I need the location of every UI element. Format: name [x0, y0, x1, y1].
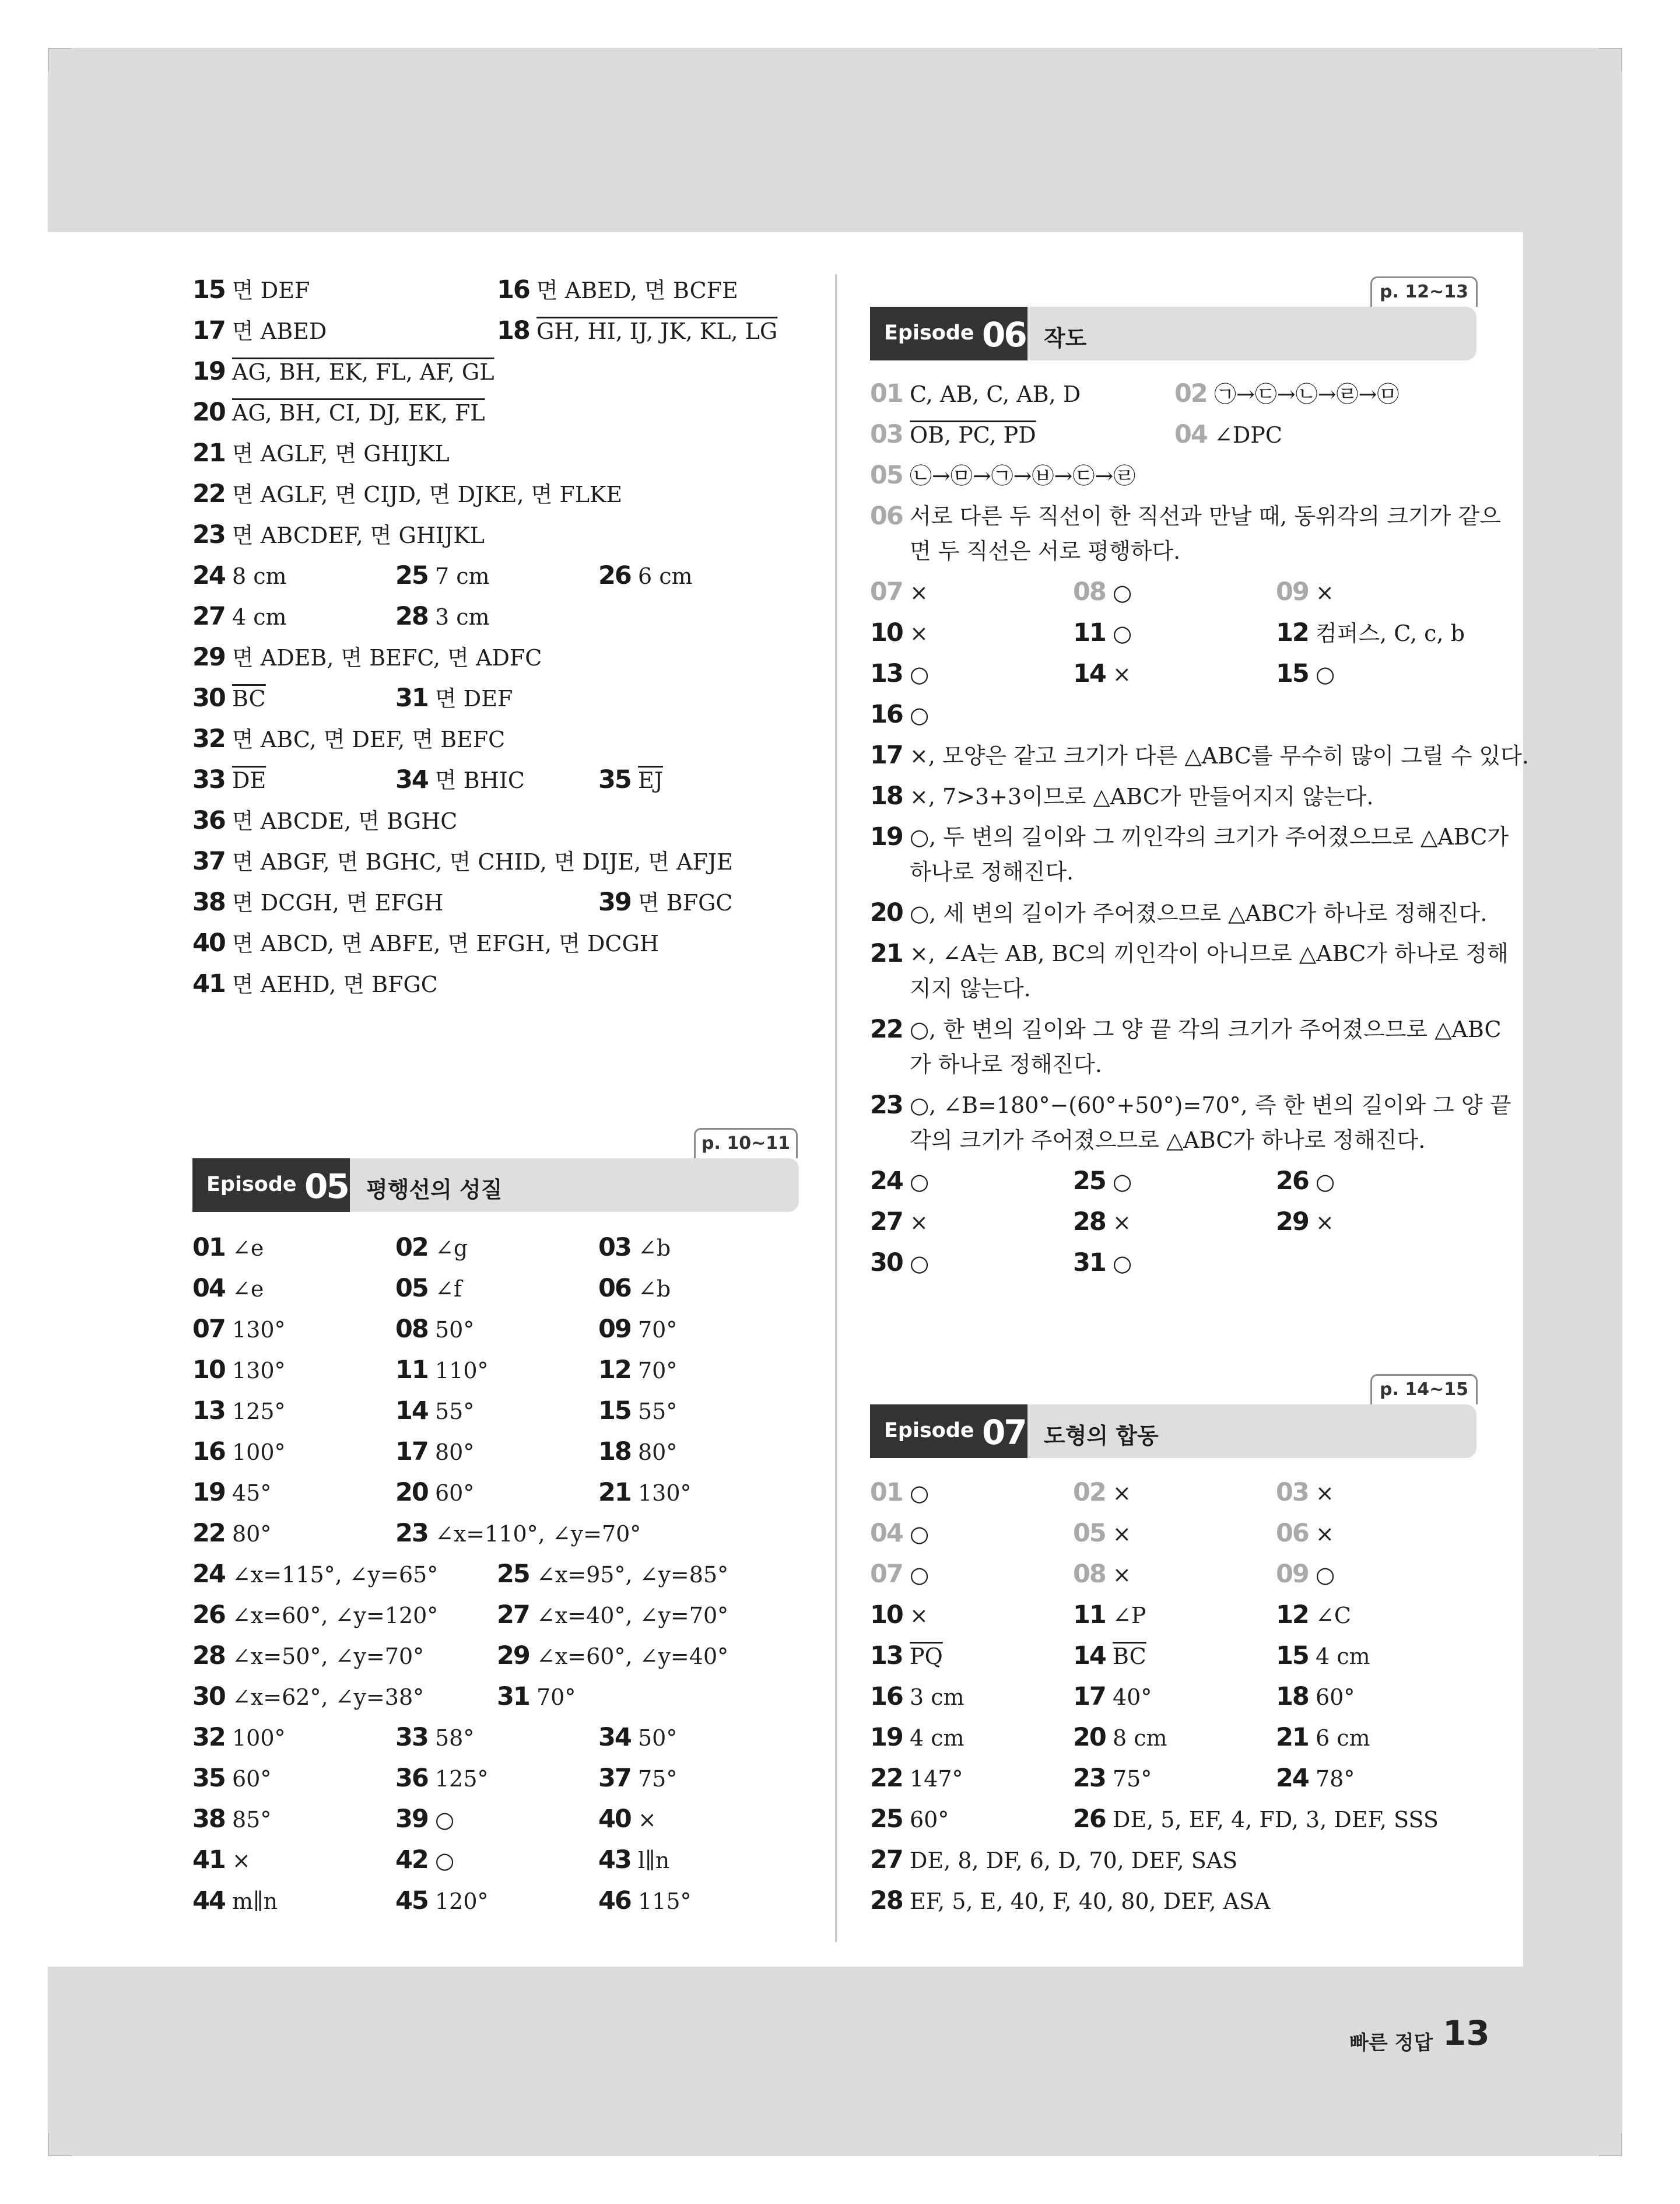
answer-item: 17 80°: [395, 1437, 475, 1466]
answer-item: 40 ×: [598, 1804, 657, 1834]
answer-item: 22 면 AGLF, 면 CIJD, 면 DJKE, 면 FLKE: [192, 479, 623, 509]
bottom-gray-band: [48, 1967, 1622, 2156]
answer-item: 28 ∠x=50°, ∠y=70°: [192, 1641, 425, 1670]
answer-item: 08 50°: [395, 1315, 475, 1344]
crop-mark: [1599, 48, 1622, 49]
episode-title: 도형의 합동: [1044, 1423, 1159, 1449]
answer-item: 10 ×: [870, 1600, 928, 1630]
answer-item: 01 ○: [870, 1478, 930, 1507]
answer-item: 24 ○: [870, 1166, 930, 1196]
crop-mark: [1621, 2133, 1622, 2156]
answer-item: 19 4 cm: [870, 1723, 964, 1752]
answer-item: 46 115°: [598, 1886, 692, 1915]
answer-item: 37 75°: [598, 1764, 678, 1793]
answer-item: 28 EF, 5, E, 40, F, 40, 80, DEF, ASA: [870, 1886, 1271, 1915]
episode-05-header: [192, 1158, 799, 1212]
answer-item: 13 ○: [870, 659, 930, 688]
page-range-tag: p. 10~11: [694, 1128, 798, 1158]
episode-badge: Episode 05: [192, 1158, 350, 1212]
answer-item: 40 면 ABCD, 면 ABFE, 면 EFGH, 면 DCGH: [192, 928, 659, 958]
answer-item: 10 ×: [870, 618, 928, 647]
answer-item: 31 면 DEF: [395, 684, 513, 713]
answer-item: 26 ○: [1276, 1166, 1335, 1196]
answer-item: 05 ×: [1073, 1519, 1131, 1548]
answer-item: 26 ∠x=60°, ∠y=120°: [192, 1600, 439, 1630]
page-range-tag: p. 14~15: [1370, 1374, 1478, 1404]
answer-item: 15 4 cm: [1276, 1641, 1370, 1670]
answer-item: 33 $\overline{DE}$: [192, 765, 266, 794]
answer-item: 09 ×: [1276, 577, 1334, 607]
page-number: 13: [1443, 2013, 1490, 2053]
answer-item: 34 50°: [598, 1723, 678, 1752]
answer-item: 28 3 cm: [395, 602, 490, 631]
answer-item: 04 ∠e: [192, 1274, 264, 1303]
answer-item: 17 40°: [1073, 1682, 1152, 1711]
answer-item: 09 ○: [1276, 1560, 1335, 1589]
answer-item: 05 ∠f: [395, 1274, 462, 1303]
episode-title: 평행선의 성질: [366, 1177, 503, 1203]
answer-paragraph: 22 ○, 한 변의 길이와 그 양 끝 각의 크기가 주어졌으므로 △ABC가 하나로 정해진다.: [870, 1015, 1502, 1077]
answer-item: 24 78°: [1276, 1764, 1355, 1793]
answer-item: 25 ∠x=95°, ∠y=85°: [497, 1560, 729, 1589]
answer-item: 12 컴퍼스, C, c, b: [1276, 618, 1465, 647]
answer-item: 34 면 BHIC: [395, 765, 525, 794]
answer-item: 17 면 ABED: [192, 316, 327, 345]
answer-item: 19 45°: [192, 1478, 272, 1507]
answer-item: 32 100°: [192, 1723, 286, 1752]
answer-item: 36 면 ABCDE, 면 BGHC: [192, 806, 458, 835]
episode-07-header: [870, 1404, 1476, 1458]
answer-item: 18 60°: [1276, 1682, 1355, 1711]
answer-item: 27 4 cm: [192, 602, 287, 631]
page-range-tag: p. 12~13: [1370, 276, 1478, 307]
answer-item: 14 $\overline{BC}$: [1073, 1641, 1146, 1670]
answer-item: 19 AG, BH, EK, FL, AF, GL: [192, 357, 494, 386]
answer-item: 15 면 DEF: [192, 275, 310, 304]
answer-item: 25 ○: [1073, 1166, 1132, 1196]
answer-item: 17 ×, 모양은 같고 크기가 다른 △ABC를 무수히 많이 그릴 수 있다.: [870, 741, 1530, 770]
answer-item: 08 ×: [1073, 1560, 1131, 1589]
answer-item: 31 70°: [497, 1682, 576, 1711]
footer-label: 빠른 정답: [1349, 2031, 1433, 2055]
answer-item: 14 55°: [395, 1396, 475, 1425]
answer-item: 20 ○, 세 변의 길이가 주어졌으므로 △ABC가 하나로 정해진다.: [870, 898, 1488, 927]
answer-item: 24 ∠x=115°, ∠y=65°: [192, 1560, 439, 1589]
answer-item: 02 ×: [1073, 1478, 1131, 1507]
answer-item: 18 GH, HI, IJ, JK, KL, LG: [497, 316, 778, 345]
answer-item: 05 ㉡→㉤→㉠→㉥→㉢→㉣: [870, 461, 1136, 490]
answer-item: 22 147°: [870, 1764, 963, 1793]
answer-item: 02 ∠g: [395, 1233, 468, 1262]
answer-item: 18 80°: [598, 1437, 678, 1466]
answer-item: 21 130°: [598, 1478, 692, 1507]
answer-item: 20 60°: [395, 1478, 475, 1507]
answer-item: 30 ∠x=62°, ∠y=38°: [192, 1682, 425, 1711]
answer-item: 07 ×: [870, 577, 928, 607]
answer-item: 10 130°: [192, 1355, 286, 1385]
answer-item: 29 ×: [1276, 1207, 1334, 1236]
answer-item: 23 면 ABCDEF, 면 GHIJKL: [192, 520, 485, 549]
crop-mark: [1599, 2155, 1622, 2156]
answer-item: 03 ∠b: [598, 1233, 671, 1262]
answer-paragraph: 19 ○, 두 변의 길이와 그 끼인각의 크기가 주어졌으므로 △ABC가 하나로 정해진다.: [870, 822, 1509, 885]
answer-item: 13 $\overline{PQ}$: [870, 1641, 943, 1670]
answer-item: 21 6 cm: [1276, 1723, 1370, 1752]
answer-paragraph: 21 ×, ∠A는 AB, BC의 끼인각이 아니므로 △ABC가 하나로 정해지지 않는다.: [870, 939, 1509, 1001]
answer-item: 04 ○: [870, 1519, 930, 1548]
answer-item: 43 l∥n: [598, 1845, 670, 1874]
answer-item: 06 ∠b: [598, 1274, 671, 1303]
answer-item: 16 ○: [870, 700, 930, 729]
answer-item: 18 ×, 7>3+3이므로 △ABC가 만들어지지 않는다.: [870, 782, 1374, 811]
answer-item: 38 면 DCGH, 면 EFGH: [192, 888, 444, 917]
answer-item: 08 ○: [1073, 577, 1132, 607]
answer-item: 07 ○: [870, 1560, 930, 1589]
answer-item: 06 ×: [1276, 1519, 1334, 1548]
answer-item: 41 면 AEHD, 면 BFGC: [192, 969, 438, 998]
answer-item: 11 110°: [395, 1355, 489, 1385]
answer-item: 16 3 cm: [870, 1682, 964, 1711]
episode-title: 작도: [1044, 325, 1087, 351]
answer-item: 44 m∥n: [192, 1886, 278, 1915]
answer-item: 42 ○: [395, 1845, 455, 1874]
answer-item: 28 ×: [1073, 1207, 1131, 1236]
answer-item: 38 85°: [192, 1804, 272, 1834]
answer-item: 03 OB, PC, PD: [870, 420, 1036, 449]
answer-item: 32 면 ABC, 면 DEF, 면 BEFC: [192, 724, 506, 754]
answer-paragraph: 23 ○, ∠B=180°−(60°+50°)=70°, 즉 한 변의 길이와 그 양 끝 각의 크기가 주어졌으므로 △ABC가 하나로 정해진다.: [870, 1091, 1511, 1153]
right-gray-band: [1523, 232, 1622, 1967]
answer-item: 30 $\overline{BC}$: [192, 684, 266, 713]
answer-item: 27 ×: [870, 1207, 928, 1236]
answer-item: 14 ×: [1073, 659, 1131, 688]
answer-item: 23 75°: [1073, 1764, 1152, 1793]
answer-item: 23 ∠x=110°, ∠y=70°: [395, 1519, 641, 1548]
answer-item: 27 DE, 8, DF, 6, D, 70, DEF, SAS: [870, 1845, 1238, 1874]
answer-item: 39 면 BFGC: [598, 888, 733, 917]
answer-item: 16 면 ABED, 면 BCFE: [497, 275, 738, 304]
answer-item: 35 $\overline{EJ}$: [598, 765, 663, 794]
episode-badge: Episode 06: [870, 307, 1027, 360]
answer-item: 26 DE, 5, EF, 4, FD, 3, DEF, SSS: [1073, 1804, 1439, 1834]
answer-item: 37 면 ABGF, 면 BGHC, 면 CHID, 면 DIJE, 면 AFJE: [192, 847, 733, 876]
answer-paragraph: 06 서로 다른 두 직선이 한 직선과 만날 때, 동위각의 크기가 같으면 두 직선은 서로 평행하다.: [870, 502, 1501, 564]
answer-item: 11 ○: [1073, 618, 1132, 647]
answer-item: 12 ∠C: [1276, 1600, 1351, 1630]
answer-item: 31 ○: [1073, 1248, 1132, 1277]
answer-item: 25 60°: [870, 1804, 949, 1834]
answer-item: 04 ∠DPC: [1174, 420, 1282, 449]
answer-item: 41 ×: [192, 1845, 251, 1874]
answer-item: 27 ∠x=40°, ∠y=70°: [497, 1600, 729, 1630]
answer-item: 36 125°: [395, 1764, 489, 1793]
answer-item: 03 ×: [1276, 1478, 1334, 1507]
answer-item: 07 130°: [192, 1315, 286, 1344]
crop-mark: [48, 2133, 49, 2156]
answer-item: 22 80°: [192, 1519, 272, 1548]
answer-item: 15 ○: [1276, 659, 1335, 688]
column-divider: [835, 274, 837, 1942]
answer-item: 29 ∠x=60°, ∠y=40°: [497, 1641, 729, 1670]
answer-item: 20 AG, BH, CI, DJ, EK, FL: [192, 398, 485, 427]
crop-mark: [1621, 48, 1622, 71]
answer-item: 30 ○: [870, 1248, 930, 1277]
answer-item: 21 면 AGLF, 면 GHIJKL: [192, 439, 450, 468]
answer-item: 29 면 ADEB, 면 BEFC, 면 ADFC: [192, 643, 542, 672]
answer-item: 33 58°: [395, 1723, 475, 1752]
crop-mark: [48, 48, 71, 49]
answer-item: 01 ∠e: [192, 1233, 264, 1262]
crop-mark: [48, 48, 49, 71]
episode-06-header: [870, 307, 1476, 360]
answer-item: 25 7 cm: [395, 561, 490, 590]
answer-item: 39 ○: [395, 1804, 455, 1834]
answer-item: 15 55°: [598, 1396, 678, 1425]
answer-item: 20 8 cm: [1073, 1723, 1167, 1752]
top-gray-band: [48, 48, 1622, 232]
answer-item: 11 ∠P: [1073, 1600, 1146, 1630]
answer-item: 12 70°: [598, 1355, 678, 1385]
episode-badge: Episode 07: [870, 1404, 1027, 1458]
answer-item: 01 C, AB, C, AB, D: [870, 379, 1081, 408]
answer-item: 35 60°: [192, 1764, 272, 1793]
answer-item: 16 100°: [192, 1437, 286, 1466]
crop-mark: [48, 2155, 71, 2156]
answer-item: 26 6 cm: [598, 561, 693, 590]
answer-item: 45 120°: [395, 1886, 489, 1915]
answer-item: 24 8 cm: [192, 561, 287, 590]
answer-item: 02 ㉠→㉢→㉡→㉣→㉤: [1174, 379, 1400, 408]
answer-item: 09 70°: [598, 1315, 678, 1344]
answer-item: 13 125°: [192, 1396, 286, 1425]
